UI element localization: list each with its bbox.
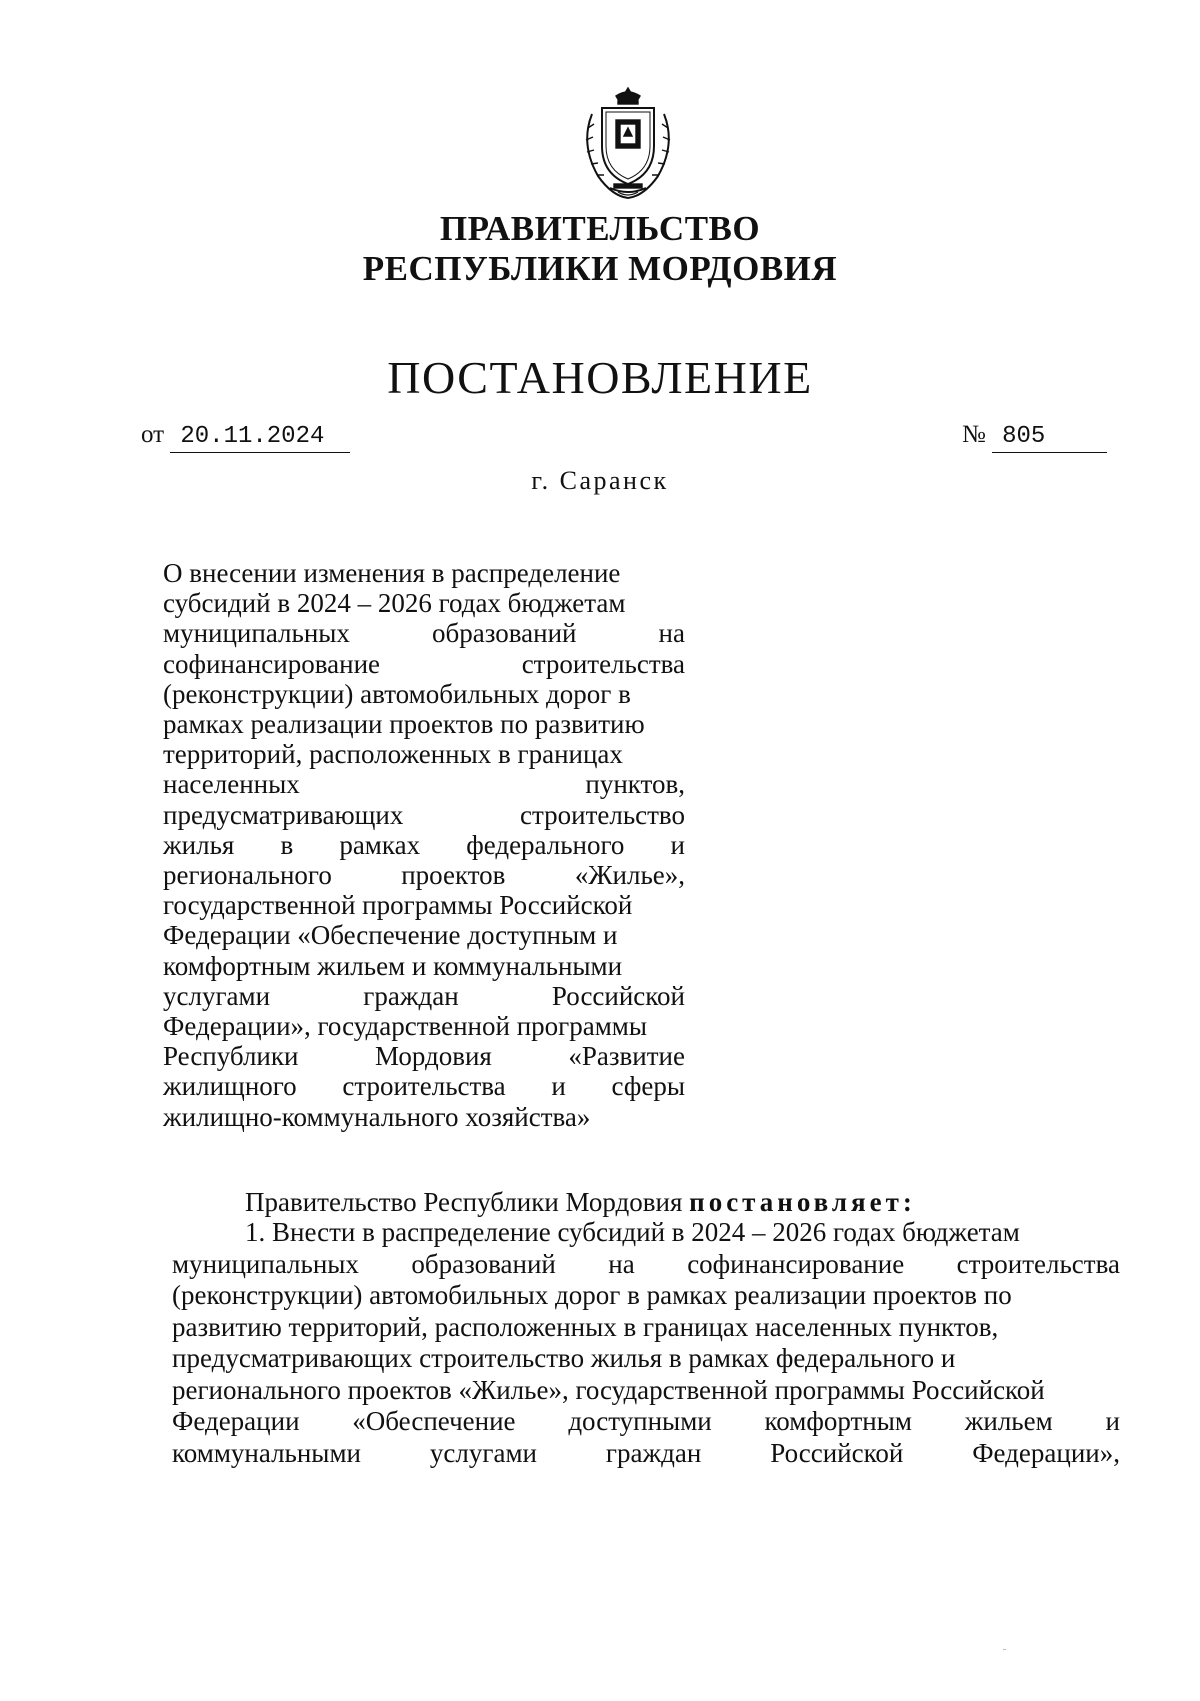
word: Российской bbox=[551, 980, 685, 1011]
org-name-line2: РЕСПУБЛИКИ МОРДОВИЯ bbox=[362, 249, 838, 288]
subject-line: комфортным жильем и коммунальными bbox=[163, 950, 623, 981]
scan-artifact bbox=[1003, 1649, 1006, 1650]
subject-line bbox=[163, 829, 685, 861]
word: жилищного bbox=[163, 1071, 297, 1102]
subject-line bbox=[163, 768, 685, 800]
word: Российской bbox=[770, 1437, 904, 1468]
subject-line bbox=[163, 617, 685, 649]
city-line: г. Саранск bbox=[531, 466, 669, 495]
number-prefix: № bbox=[962, 421, 986, 448]
word: «Развитие bbox=[568, 1041, 685, 1072]
word: доступными bbox=[568, 1406, 712, 1436]
word: муниципальных bbox=[163, 618, 350, 649]
date-value: 20.11.2024 bbox=[170, 422, 350, 453]
subject-line: Федерации», государственной программы bbox=[163, 1011, 648, 1041]
subject-line bbox=[163, 1070, 685, 1102]
word: «Жилье», bbox=[574, 860, 685, 890]
word: граждан bbox=[363, 980, 459, 1011]
word: и bbox=[551, 1071, 566, 1102]
document-type-title: ПОСТАНОВЛЕНИЕ bbox=[387, 352, 813, 403]
word: Республики bbox=[163, 1041, 299, 1072]
word: образований bbox=[432, 618, 577, 649]
word: рамках bbox=[339, 829, 421, 860]
subject-line: (реконструкции) автомобильных дорог в bbox=[163, 678, 631, 709]
word: регионального bbox=[163, 860, 332, 890]
subject-line bbox=[163, 648, 685, 680]
word: на bbox=[608, 1248, 635, 1279]
subject-line: территорий, расположенных в границах bbox=[163, 739, 623, 770]
word: муниципальных bbox=[172, 1248, 359, 1279]
subject-line: государственной программы Российской bbox=[163, 890, 633, 921]
word: жильем bbox=[964, 1406, 1053, 1436]
date-prefix: от bbox=[141, 421, 165, 448]
body-line bbox=[172, 1248, 1120, 1280]
subject-line bbox=[163, 859, 685, 891]
word: услугами bbox=[163, 980, 271, 1011]
intro-text: Правительство Республики Мордовия bbox=[245, 1187, 690, 1217]
word: Федерации bbox=[172, 1406, 300, 1436]
subject-line: жилищно-коммунального хозяйства» bbox=[163, 1101, 591, 1132]
body-line: развитию территорий, расположенных в границах населенных пунктов, bbox=[172, 1311, 999, 1342]
subject-line: Федерации «Обеспечение доступным и bbox=[163, 920, 618, 951]
coat-of-arms-icon bbox=[572, 84, 684, 202]
word: граждан bbox=[605, 1437, 702, 1468]
word: проектов bbox=[401, 860, 506, 890]
word: жилья bbox=[163, 829, 235, 860]
word: федерального bbox=[466, 829, 625, 860]
word: Федерации», bbox=[972, 1437, 1120, 1468]
subject-line: рамках реализации проектов по развитию bbox=[163, 709, 645, 739]
number-field bbox=[962, 420, 1107, 453]
word: образований bbox=[411, 1248, 556, 1279]
word: и bbox=[1105, 1406, 1120, 1436]
word: на bbox=[658, 618, 685, 649]
body-line: (реконструкции) автомобильных дорог в рамках реализации проектов по bbox=[172, 1280, 1012, 1310]
word: комфортным bbox=[764, 1406, 912, 1436]
word: услугами bbox=[429, 1437, 537, 1468]
subject-line: субсидий в 2024 – 2026 годах бюджетам bbox=[163, 588, 626, 619]
word: софинансирование bbox=[687, 1248, 905, 1279]
subject-line bbox=[163, 1040, 685, 1072]
word: предусматривающих bbox=[163, 799, 404, 830]
body-line: 1. Внести в распределение субсидий в 2024 – 2026 годах бюджетам bbox=[245, 1217, 1020, 1247]
number-value: 805 bbox=[992, 422, 1107, 453]
date-field bbox=[141, 420, 350, 453]
intro-paragraph bbox=[245, 1186, 916, 1218]
body-line bbox=[172, 1405, 1120, 1437]
word: строительства bbox=[956, 1248, 1120, 1279]
word: строительства bbox=[342, 1071, 506, 1102]
intro-action: постановляет: bbox=[689, 1187, 916, 1217]
subject-line bbox=[163, 799, 685, 831]
word: и bbox=[670, 829, 685, 860]
word: коммунальными bbox=[172, 1437, 361, 1468]
body-line bbox=[172, 1437, 1120, 1469]
org-name-line1: ПРАВИТЕЛЬСТВО bbox=[439, 209, 761, 248]
word: строительство bbox=[520, 799, 685, 830]
word: строительства bbox=[521, 648, 685, 679]
word: «Обеспечение bbox=[352, 1406, 516, 1436]
word: софинансирование bbox=[163, 648, 381, 679]
subject-line bbox=[163, 980, 685, 1012]
word: населенных bbox=[163, 769, 300, 800]
word: в bbox=[280, 829, 294, 860]
subject-line: О внесении изменения в распределение bbox=[163, 558, 621, 588]
word: Мордовия bbox=[375, 1041, 492, 1072]
body-line: регионального проектов «Жилье», государственной программы Российской bbox=[172, 1374, 1045, 1405]
word: сферы bbox=[611, 1071, 685, 1102]
body-line: предусматривающих строительство жилья в рамках федерального и bbox=[172, 1343, 956, 1373]
word: пунктов, bbox=[585, 769, 685, 800]
